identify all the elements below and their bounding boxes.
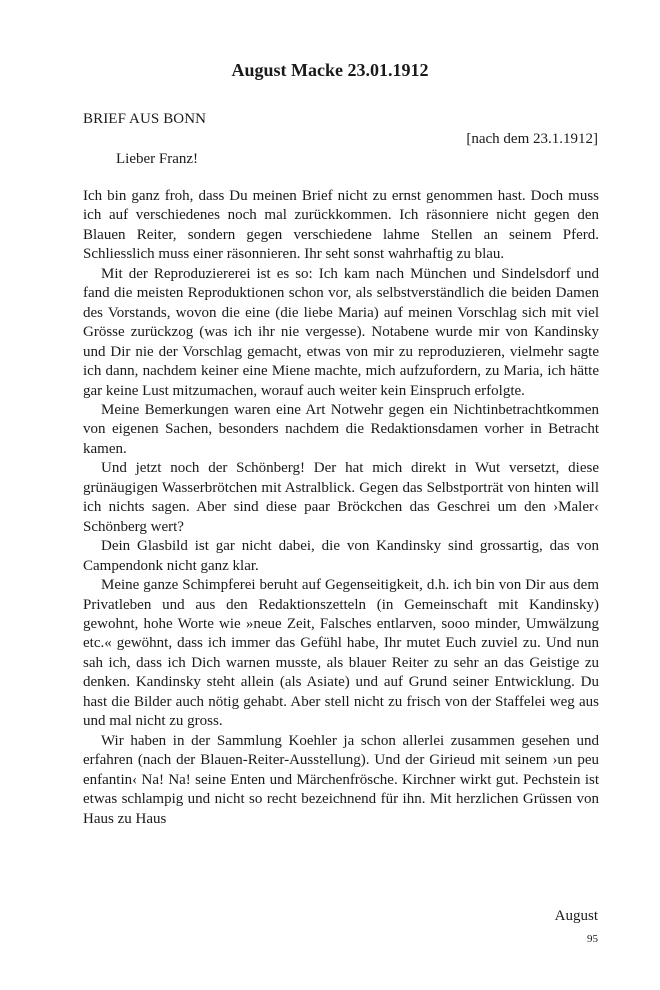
page-number: 95 (587, 933, 598, 945)
signature: August (554, 908, 598, 924)
paragraph: Meine Bemerkungen waren eine Art Notwehr gegen ein Nichtinbetrachtkommen von eigenen Sachen, besonders nachdem die Redaktionsdamen vorher in Betracht kamen. (83, 401, 599, 457)
date-note: [nach dem 23.1.1912] (466, 131, 598, 147)
letter-body (83, 187, 599, 829)
paragraph: Und jetzt noch der Schönberg! Der hat mich direkt in Wut versetzt, diese grünäugigen Wasserbrötchen mit Astralblick. Gegen das Selbstporträt von hinten will ich nichts sagen. Aber sind diese paar Bröckchen das Geschrei um den ›Maler‹ Schönberg wert? (83, 460, 599, 535)
paragraph: Dein Glasbild ist gar nicht dabei, die von Kandinsky sind grossartig, das von Campendonk nicht ganz klar. (83, 538, 599, 574)
salutation: Lieber Franz! (116, 151, 199, 167)
paragraph: Wir haben in der Sammlung Koehler ja schon allerlei zusammen gesehen und erfahren (nach der Blauen-Reiter-Ausstellung). Und der Girieud mit seinem ›un peu enfantin‹ Na! Na! seine Enten und Märchenfrösche. Kirchner wirkt gut. Pechstein ist etwas schlampig und nicht so recht bezeichnend für ihn. Mit herzlichen Grüssen von Haus zu Haus (83, 732, 599, 827)
section-heading: BRIEF AUS BONN (83, 111, 207, 127)
paragraph: Ich bin ganz froh, dass Du meinen Brief nicht zu ernst genommen hast. Doch muss ich auf verschiedenes noch mal zurückkommen. Ich räsonniere nicht gegen den Blauen Reiter, sondern gegen verschiedene lahme Stellen an seinem Pferd. Schliesslich muss einer räsonnieren. Ihr seht sonst wahrhaftig zu blau. (83, 188, 599, 263)
paragraph: Meine ganze Schimpferei beruht auf Gegenseitigkeit, d.h. ich bin von Dir aus dem Privatleben und aus den Redaktionszetteln (in Gemeinschaft mit Kandinsky) gewohnt, hohe Worte wie »neue Zeit, Falsches entlarven, sooo minder, Umwälzung etc.« gewöhnt, dass ich immer das Gefühl habe, Ihr mutet Euch zuviel zu. Und nun sah ich, dass ich Dich warnen musste, als blauer Reiter zu sehr an das Geistige zu denken. Kandinsky steht allein (als Asiate) und auf Grund seiner Entwicklung. Du hast die Bilder auch nötig gehabt. Aber stell nicht zu frisch von der Staffelei weg aus und mal nicht zu gross. (83, 577, 599, 730)
page-title: August Macke 23.01.1912 (231, 60, 429, 80)
paragraph: Mit der Reproduziererei ist es so: Ich kam nach München und Sindelsdorf und fand die meisten Reproduktionen schon vor, als selbstverständlich die beiden Damen des Vorstands, wovon die eine (die liebe Maria) auf meinen Vorschlag sich mit viel Grösse zurückzog (was ich ihr nie vergesse). Notabene wurde mir von Kandinsky und Dir nie der Vorschlag gemacht, etwas von mir zu reproduzieren, vielmehr sagte ich dann, nachdem keiner eine Miene machte, mich aufzufordern, zu Maria, ich hätte gar keine Lust mitzumachen, worauf auch weiter kein Einspruch erfolgte. (83, 265, 599, 399)
